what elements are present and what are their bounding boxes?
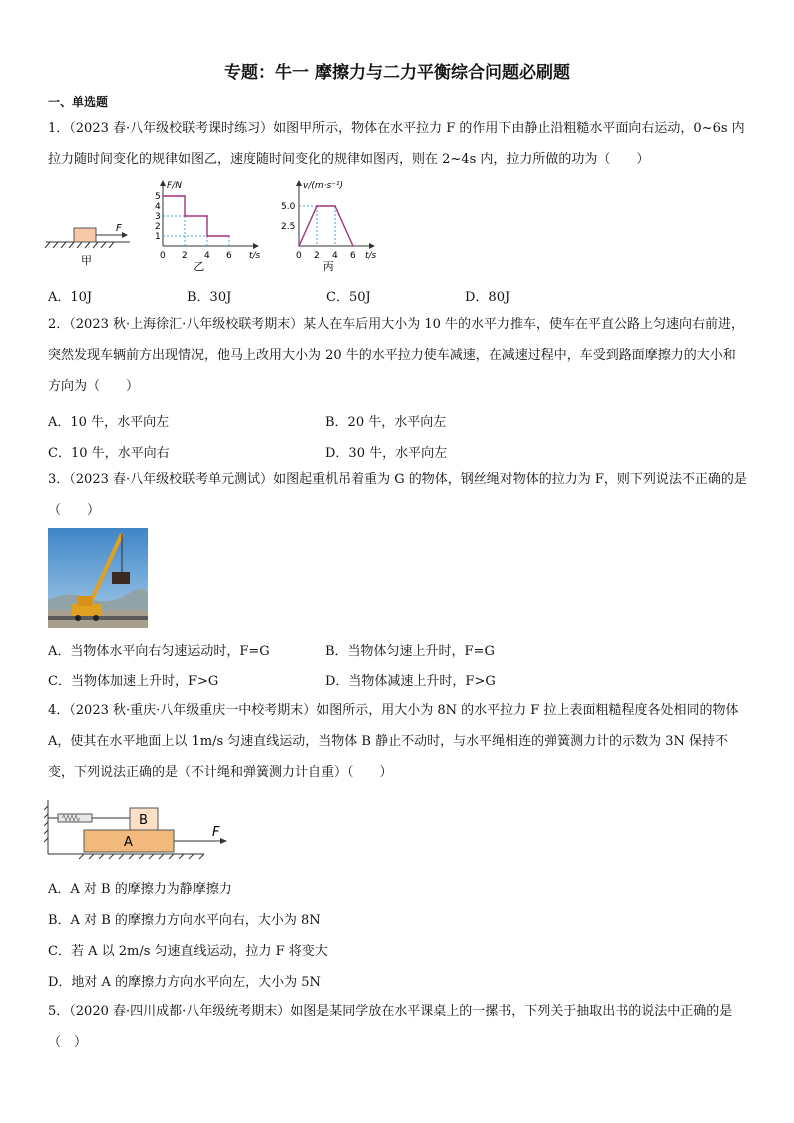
x-axis-label: t/s [365,251,377,261]
crane-photo [48,528,148,628]
q1-option-d[interactable]: D．80J [465,290,511,305]
y-axis-label: F/N [167,181,182,191]
y-axis-arrow [296,180,302,186]
q2-option-a[interactable]: A．10 牛，水平向左 [48,415,170,430]
y-tick-label: 5 [155,192,161,202]
q1-chart-bing [275,180,385,272]
question-2-text: 2．（2023 秋·上海徐汇·八年级校联考期末）某人在车后用大小为 10 牛的水平力推车，使车在平直公路上匀速向右前进，突然发现车辆前方出现情况，他马上改用大小为 20 牛的水平拉力使车减速，在减速过程中，车受到路面摩擦力的大小和方向为（ ） [48,317,745,394]
q4-option-a[interactable]: A．A 对 B 的摩擦力为静摩擦力 [48,882,232,897]
q3-option-a[interactable]: A．当物体水平向右匀速运动时，F=G [48,644,270,659]
q1-option-c[interactable]: C．50J [326,290,371,305]
data-point [184,195,186,197]
y-tick-label: 5.0 [281,202,296,212]
data-point [298,245,300,247]
x-tick-label: 4 [204,251,210,261]
data-point [352,245,354,247]
x-tick-label: 0 [296,251,302,261]
y-tick-label: 3 [155,212,161,222]
series-line [299,206,353,246]
q4-force-label: F [212,825,220,840]
data-point [334,205,336,207]
x-tick-label: 2 [314,251,320,261]
q3-option-c[interactable]: C．当物体加速上升时，F>G [48,674,219,689]
q1-figure-jia [44,220,134,270]
question-4-text: 4．（2023 秋·重庆·八年级重庆一中校考期末）如图所示，用大小为 8N 的水平拉力 F 拉上表面粗糙程度各处相同的物体 A，使其在水平地面上以 1m/s 匀速直线运动，当物体 B 静止不动时，与水平绳相连的弹簧测力计的示数为 3N 保持不变，下列说法正确的是（不计绳和弹簧测力计自重）（ ） [48,703,739,780]
x-axis-arrow [253,243,259,249]
q4-option-b[interactable]: B．A 对 B 的摩擦力方向水平向右，大小为 8N [48,913,321,928]
q2-option-b[interactable]: B．20 牛，水平向左 [325,415,447,430]
x-tick-label: 2 [182,251,188,261]
x-tick-label: 4 [332,251,338,261]
q3-option-b[interactable]: B．当物体匀速上升时，F=G [325,644,495,659]
y-tick-label: 4 [155,202,161,212]
data-point [184,215,186,217]
x-tick-label: 6 [226,251,232,261]
q4-figure [44,796,234,860]
x-axis-label: t/s [249,251,261,261]
q3-option-d[interactable]: D．当物体减速上升时，F>G [325,674,496,689]
x-axis-arrow [369,243,375,249]
y-tick-label: 2.5 [281,222,296,232]
y-axis-label: v/(m·s⁻¹) [303,181,344,191]
data-point [206,235,208,237]
y-tick-label: 1 [155,232,161,242]
y-axis-arrow [160,180,166,186]
question-5-text: 5．（2020 春·四川成都·八年级统考期末）如图是某同学放在水平课桌上的一摞书，下列关于抽取出书的说法中正确的是（ ） [48,1004,733,1050]
chart-title: 丙 [322,260,334,272]
q4-option-d[interactable]: D．地对 A 的摩擦力方向水平向左，大小为 5N [48,975,321,990]
chart-title: 乙 [193,260,205,272]
fig-label-jia: 甲 [81,254,92,267]
page-title: 专题：牛一 摩擦力与二力平衡综合问题必刷题 [224,63,570,83]
x-tick-label: 6 [350,251,356,261]
q1-option-b[interactable]: B．30J [187,290,232,305]
q4-option-c[interactable]: C．若 A 以 2m/s 匀速直线运动，拉力 F 将变大 [48,944,328,959]
q1-chart-yi [145,180,270,272]
x-tick-label: 0 [160,251,166,261]
y-tick-label: 2 [155,222,161,232]
q1-option-a[interactable]: A．10J [48,290,93,305]
data-point [316,205,318,207]
force-label: F [116,223,122,234]
section-heading: 一、单选题 [48,95,109,109]
question-1-text: 1．（2023 春·八年级校联考课时练习）如图甲所示，物体在水平拉力 F 的作用下由静止沿粗糙水平面向右运动，0~6s 内拉力随时间变化的规律如图乙，速度随时间变化的规律如图丙，则在 2~4s 内，拉力所做的功为（ ） [48,121,745,167]
block-b-label: B [139,813,148,828]
block-a-label: A [124,835,133,850]
data-point [206,215,208,217]
data-point [228,235,230,237]
data-point [162,195,164,197]
q2-option-d[interactable]: D．30 牛，水平向左 [325,446,448,461]
question-3-text: 3．（2023 春·八年级校联考单元测试）如图起重机吊着重为 G 的物体，钢丝绳对物体的拉力为 F，则下列说法不正确的是（ ） [48,472,747,518]
q2-option-c[interactable]: C．10 牛，水平向右 [48,446,170,461]
